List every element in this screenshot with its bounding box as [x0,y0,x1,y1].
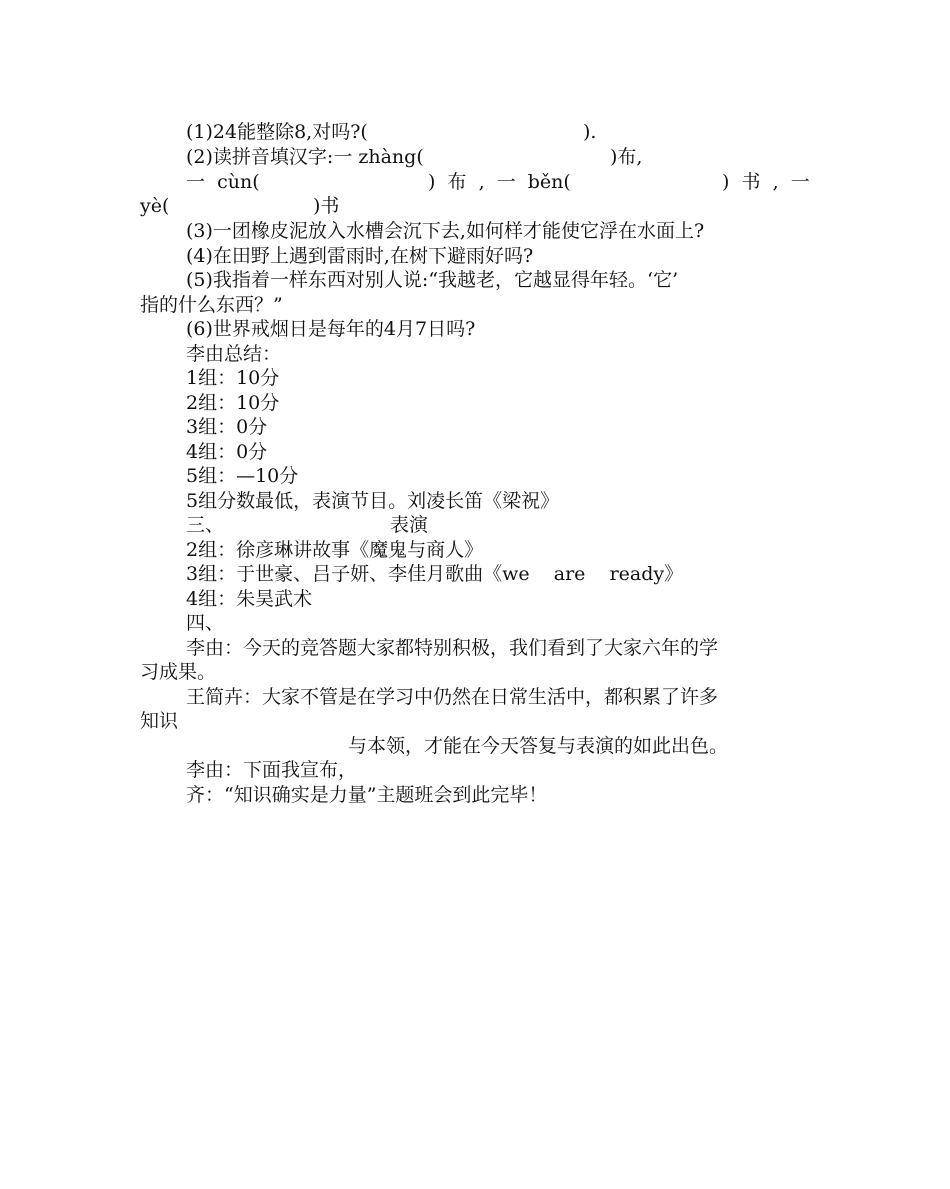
wang-jianhui-remark-line-2: 知识 [140,710,179,732]
performance-group-4: 4组：朱昊武术 [186,588,313,610]
performance-group-3: 3组：于世豪、吕子妍、李佳月歌曲《we are ready》 [186,563,684,585]
question-3: (3)一团橡皮泥放入水槽会沉下去,如何样才能使它浮在水面上? [186,220,705,242]
summary-title: 李由总结： [186,343,282,365]
section-4-heading: 四、 [186,612,225,634]
li-you-remark: 李由：今天的竞答题大家都特别积极，我们看到了大家六年的学 [186,637,719,659]
question-2-text: (2)读拼音填汉字:一 zhàng( [186,146,424,168]
question-2-cun: 一 cùn( [186,171,260,193]
question-2-ye-end: )书 [313,195,340,217]
question-1-text: (1)24能整除8,对吗?( [186,121,368,143]
question-2-shu: ) 书 , 一 [722,171,810,193]
score-group-1: 1组：10分 [186,367,280,389]
section-3-heading [0,512,950,538]
section-3-title: 表演 [390,514,429,536]
closing-statement: 齐：“知识确实是力量”主题班会到此完毕！ [186,784,548,806]
question-2 [0,144,950,170]
question-2-ye: yè( [140,195,170,217]
wang-jianhui-remark-line-3: 与本领，才能在今天答复与表演的如此出色。 [348,735,729,757]
li-you-announcement: 李由：下面我宣布， [186,759,358,781]
question-2-ben: ) 布 , 一 běn( [428,171,571,193]
score-group-2: 2组：10分 [186,392,280,414]
score-group-4: 4组：0分 [186,441,268,463]
lowest-score-note: 5组分数最低，表演节目。刘凌长笛《梁祝》 [186,490,560,512]
question-5-line-2: 指的什么东西？” [140,294,283,316]
question-6: (6)世界戒烟日是每年的4月7日吗? [186,318,476,340]
question-1 [0,119,950,145]
question-2-line-2 [0,169,950,195]
question-5: (5)我指着一样东西对别人说:“我越老，它越显得年轻。‘它’ [186,269,679,291]
li-you-remark-line-2: 习成果。 [140,661,217,683]
score-group-5: 5组：—10分 [186,465,299,487]
section-3-number: 三、 [186,514,225,536]
performance-group-2: 2组：徐彦琳讲故事《魔鬼与商人》 [186,539,484,561]
question-1-end: ). [583,121,597,143]
question-4: (4)在田野上遇到雷雨时,在树下避雨好吗? [186,245,534,267]
question-2-line-3 [0,193,950,219]
wang-jianhui-remark: 王简卉：大家不管是在学习中仍然在日常生活中，都积累了许多 [186,686,719,708]
question-2-end: )布, [610,146,643,168]
score-group-3: 3组：0分 [186,416,268,438]
